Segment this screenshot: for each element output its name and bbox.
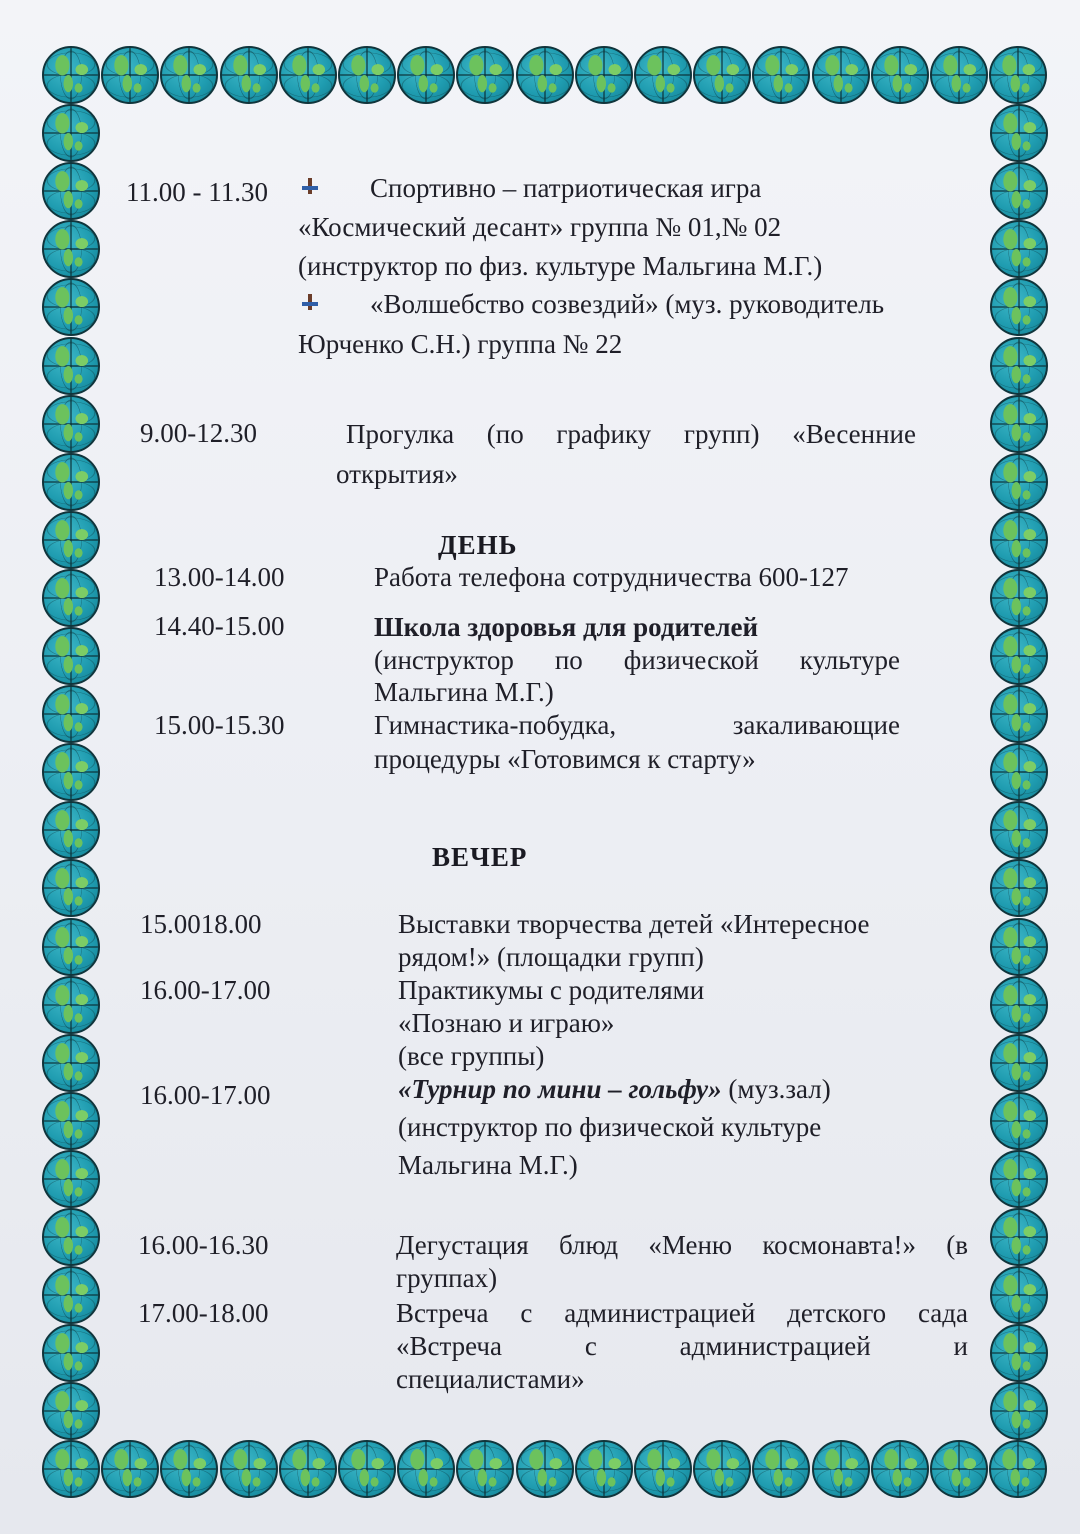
globe-icon [871, 46, 929, 104]
globe-icon [990, 976, 1048, 1034]
bullet-icon [302, 178, 318, 194]
globe-icon [42, 976, 100, 1034]
event-time: 15.0018.00 [140, 909, 262, 939]
event-time: 11.00 - 11.30 [126, 177, 268, 207]
globe-icon [990, 1266, 1048, 1324]
event-text: Работа телефона сотрудничества 600-127 [374, 562, 849, 592]
event-text: специалистами» [396, 1364, 585, 1394]
globe-icon [42, 1092, 100, 1150]
globe-icon [397, 46, 455, 104]
globe-icon [101, 46, 159, 104]
globe-icon [456, 46, 514, 104]
globe-icon [42, 1440, 100, 1498]
globe-icon [634, 1440, 692, 1498]
globe-icon [930, 46, 988, 104]
globe-icon [752, 1440, 810, 1498]
globe-icon [575, 1440, 633, 1498]
globe-icon [693, 46, 751, 104]
globe-icon [990, 1092, 1048, 1150]
globe-icon [42, 220, 100, 278]
globe-icon [990, 859, 1048, 917]
event-text: (инструктор по физической культуре [374, 645, 900, 675]
globe-icon [990, 918, 1048, 976]
globe-icon [634, 46, 692, 104]
globe-icon [279, 1440, 337, 1498]
globe-icon [42, 1324, 100, 1382]
globe-icon [516, 46, 574, 104]
globe-icon [42, 801, 100, 859]
globe-icon [42, 1266, 100, 1324]
globe-icon [338, 46, 396, 104]
globe-icon [575, 46, 633, 104]
event-text: (инструктор по физической культуре [398, 1112, 822, 1142]
globe-icon [42, 1208, 100, 1266]
globe-icon [456, 1440, 514, 1498]
globe-icon [160, 46, 218, 104]
event-text [398, 1073, 831, 1106]
globe-icon [397, 1440, 455, 1498]
event-text: Гимнастика-побудка, закаливающие [374, 710, 900, 740]
globe-icon [101, 1440, 159, 1498]
globe-icon [42, 743, 100, 801]
globe-icon [220, 46, 278, 104]
globe-icon [42, 627, 100, 685]
event-time: 17.00-18.00 [138, 1298, 269, 1328]
event-text: Прогулка (по графику групп) «Весенние [346, 419, 916, 449]
globe-icon [930, 1440, 988, 1498]
globe-icon [42, 859, 100, 917]
event-text: Юрченко С.Н.) группа № 22 [298, 329, 623, 359]
event-title: Школа здоровья для родителей [374, 612, 759, 642]
event-text: Спортивно – патриотическая игра [370, 173, 762, 203]
globe-icon [990, 337, 1048, 395]
event-text: (все группы) [398, 1041, 545, 1071]
event-text: «Встреча с администрацией и [396, 1331, 968, 1361]
globe-icon [989, 1440, 1047, 1498]
event-time: 9.00-12.30 [140, 418, 257, 448]
globe-icon [989, 46, 1047, 104]
globe-icon [42, 1150, 100, 1208]
globe-icon [990, 220, 1048, 278]
event-time: 14.40-15.00 [154, 611, 285, 641]
globe-icon [990, 1150, 1048, 1208]
bullet-icon [302, 294, 318, 310]
event-time: 15.00-15.30 [154, 710, 285, 740]
event-text: Практикумы с родителями [398, 975, 705, 1005]
event-text: Дегустация блюд «Меню космонавта!» (в [396, 1230, 968, 1260]
globe-icon [42, 395, 100, 453]
globe-icon [990, 569, 1048, 627]
globe-icon [42, 1382, 100, 1440]
event-text: Мальгина М.Г.) [398, 1150, 578, 1180]
globe-icon [990, 1208, 1048, 1266]
globe-icon [990, 1382, 1048, 1440]
globe-icon [42, 1034, 100, 1092]
globe-icon [990, 395, 1048, 453]
event-text: Выставки творчества детей «Интересное [398, 909, 870, 939]
globe-icon [338, 1440, 396, 1498]
globe-icon [990, 801, 1048, 859]
globe-icon [160, 1440, 218, 1498]
globe-icon [42, 685, 100, 743]
globe-icon [42, 162, 100, 220]
globe-icon [871, 1440, 929, 1498]
globe-icon [990, 453, 1048, 511]
globe-icon [990, 162, 1048, 220]
globe-icon [42, 104, 100, 162]
event-text: «Космический десант» группа № 01,№ 02 [298, 212, 782, 242]
event-text: (инструктор по физ. культуре Мальгина М.Г.) [298, 251, 823, 281]
globe-icon [42, 337, 100, 395]
globe-icon [990, 278, 1048, 336]
globe-icon [812, 1440, 870, 1498]
event-text: открытия» [336, 459, 458, 489]
event-time: 13.00-14.00 [154, 562, 285, 592]
globe-icon [516, 1440, 574, 1498]
globe-icon [990, 743, 1048, 801]
event-time: 16.00-16.30 [138, 1230, 269, 1260]
globe-icon [990, 511, 1048, 569]
globe-icon [812, 46, 870, 104]
globe-icon [990, 685, 1048, 743]
globe-icon [220, 1440, 278, 1498]
event-location: (муз.зал) [721, 1074, 831, 1104]
event-text: «Познаю и играю» [398, 1008, 615, 1038]
globe-icon [42, 569, 100, 627]
event-time: 16.00-17.00 [140, 1080, 271, 1110]
globe-icon [42, 453, 100, 511]
event-text: Встреча с администрацией детского сада [396, 1298, 968, 1328]
globe-icon [42, 46, 100, 104]
globe-icon [42, 918, 100, 976]
globe-icon [693, 1440, 751, 1498]
event-text: рядом!» (площадки групп) [398, 942, 704, 972]
globe-icon [752, 46, 810, 104]
section-heading-day: ДЕНЬ [438, 530, 518, 560]
event-text: Мальгина М.Г.) [374, 677, 554, 707]
event-text: группах) [396, 1263, 498, 1293]
globe-icon [279, 46, 337, 104]
globe-icon [990, 104, 1048, 162]
globe-icon [990, 1324, 1048, 1382]
event-title: «Турнир по мини – гольфу» [398, 1074, 722, 1104]
event-text: процедуры «Готовимся к старту» [374, 744, 756, 774]
section-heading-evening: ВЕЧЕР [432, 842, 528, 872]
globe-icon [990, 1034, 1048, 1092]
event-time: 16.00-17.00 [140, 975, 271, 1005]
globe-icon [42, 511, 100, 569]
globe-icon [42, 278, 100, 336]
event-text: «Волшебство созвездий» (муз. руководитель [370, 289, 885, 319]
globe-icon [990, 627, 1048, 685]
